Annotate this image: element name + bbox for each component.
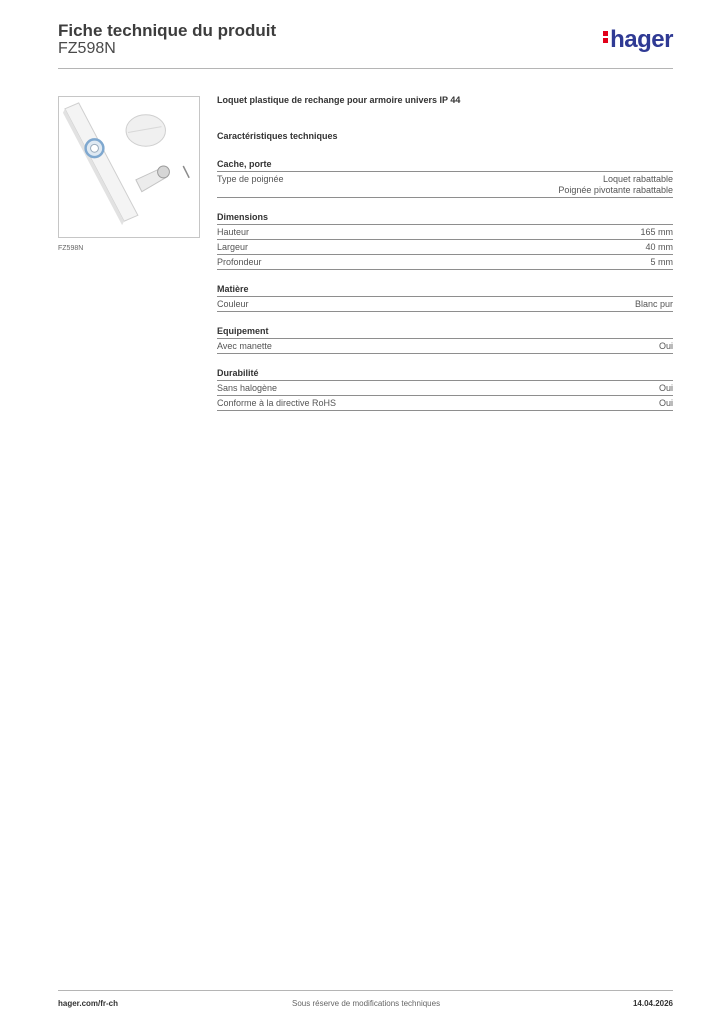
image-caption: FZ598N — [58, 245, 84, 252]
spec-value: Oui — [658, 398, 673, 408]
spec-group-dimensions — [217, 212, 673, 270]
spec-value-line-1: Loquet rabattable — [602, 174, 673, 184]
group-title: Durabilité — [217, 368, 673, 381]
spec-row — [217, 240, 673, 255]
spec-row — [217, 339, 673, 354]
spec-value: 5 mm — [650, 257, 673, 267]
spec-value: 165 mm — [640, 227, 673, 237]
product-description: Loquet plastique de rechange pour armoire univers IP 44 — [217, 95, 461, 105]
spec-row — [217, 297, 673, 312]
group-title: Cache, porte — [217, 159, 673, 172]
logo-dots-icon — [603, 29, 608, 45]
spec-label: Profondeur — [217, 257, 262, 267]
spec-label: Couleur — [217, 299, 249, 309]
spec-row — [217, 396, 673, 411]
spec-content — [217, 95, 673, 425]
spec-label: Conforme à la directive RoHS — [217, 398, 337, 408]
spec-value: Oui — [658, 383, 673, 393]
latch-product-illustration — [59, 97, 199, 237]
product-code: FZ598N — [58, 40, 116, 57]
page-title: Fiche technique du produit — [58, 21, 277, 40]
spec-value: Blanc pur — [634, 299, 673, 309]
group-title: Dimensions — [217, 212, 673, 225]
spec-row — [217, 225, 673, 240]
spec-value: Oui — [658, 341, 673, 351]
footer-website-link[interactable]: hager.com/fr-ch — [58, 999, 119, 1008]
spec-row — [217, 381, 673, 396]
spec-label: Largeur — [217, 242, 249, 252]
section-heading: Caractéristiques techniques — [217, 131, 338, 141]
group-title: Matière — [217, 284, 673, 297]
spec-row — [217, 255, 673, 270]
product-image — [58, 96, 200, 238]
spec-group-durabilite — [217, 368, 673, 411]
spec-label: Sans halogène — [217, 383, 278, 393]
spec-row — [217, 172, 673, 198]
spec-group-equipement — [217, 326, 673, 354]
spec-label: Type de poignée — [217, 174, 284, 184]
spec-label: Hauteur — [217, 227, 250, 237]
logo-text: hager — [610, 26, 673, 53]
spec-label: Avec manette — [217, 341, 272, 351]
header-divider — [58, 68, 673, 69]
spec-group-matiere — [217, 284, 673, 312]
group-title: Equipement — [217, 326, 673, 339]
footer-disclaimer: Sous réserve de modifications techniques — [292, 999, 441, 1008]
spec-group-cache-porte — [217, 159, 673, 198]
spec-value — [558, 174, 673, 196]
spec-value: 40 mm — [645, 242, 673, 252]
footer-divider — [58, 990, 673, 991]
spec-value-line-2: Poignée pivotante rabattable — [558, 185, 673, 195]
hager-logo — [603, 28, 673, 52]
footer-date: 14.04.2026 — [632, 999, 673, 1008]
